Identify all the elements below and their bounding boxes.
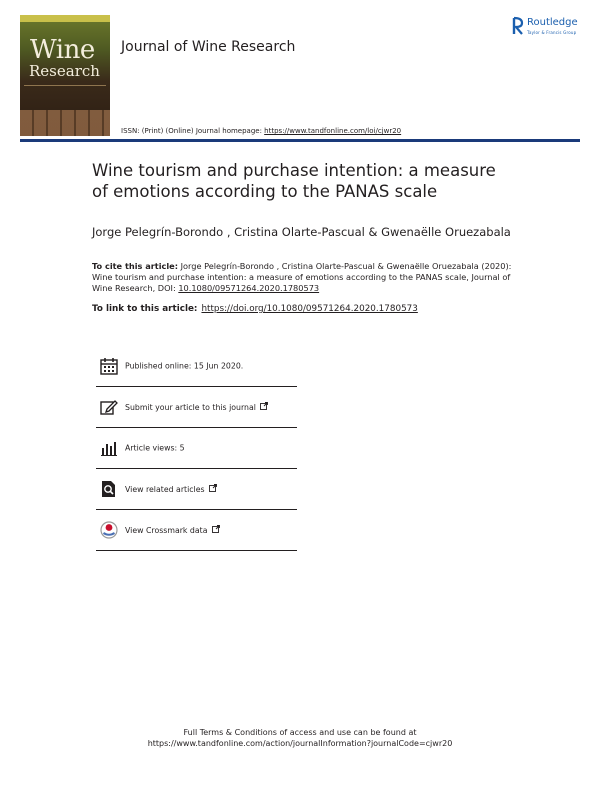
related-articles-link[interactable] — [125, 484, 217, 494]
published-date: Published online: 15 Jun 2020. — [125, 361, 244, 371]
edit-icon — [100, 398, 118, 416]
article-info-rows — [96, 346, 297, 551]
issn-line — [121, 127, 401, 135]
external-link-icon — [260, 402, 268, 410]
published-row — [96, 346, 297, 387]
external-link-icon — [209, 484, 217, 492]
article-link-block — [92, 304, 418, 314]
cite-text: Jorge Pelegrín-Borondo , Cristina Olarte-Pascual & Gwenaëlle Oruezabala (2020): Wine tourism and purchase intention: a measure of emotions according to the PANAS scale, Journal of Wine Research, DOI: — [92, 261, 512, 293]
routledge-logo-icon[interactable] — [512, 16, 524, 36]
journal-homepage-link[interactable]: https://www.tandfonline.com/loi/cjwr20 — [264, 127, 402, 135]
submit-article-link[interactable] — [125, 402, 268, 412]
cover-barrels — [20, 110, 110, 136]
journal-title: Journal of Wine Research — [121, 39, 296, 55]
cover-divider — [24, 85, 106, 86]
cover-title-line1: Wine — [30, 35, 95, 65]
article-doi-link[interactable]: https://doi.org/10.1080/09571264.2020.1780573 — [201, 304, 418, 314]
crossmark-label: View Crossmark data — [125, 526, 208, 535]
cover-strip — [20, 15, 110, 22]
citation-block — [92, 261, 512, 294]
footer-line1: Full Terms & Conditions of access and use can be found at — [183, 728, 417, 737]
bar-chart-icon — [100, 439, 118, 457]
submit-article-label: Submit your article to this journal — [125, 403, 256, 412]
cite-doi-link[interactable]: 10.1080/09571264.2020.1780573 — [178, 283, 320, 293]
issn-text: ISSN: (Print) (Online) Journal homepage: — [121, 127, 265, 135]
crossmark-icon — [100, 521, 118, 539]
article-views: Article views: 5 — [125, 443, 185, 453]
crossmark-link[interactable] — [125, 525, 220, 535]
footer-terms — [0, 727, 600, 749]
footer-terms-link[interactable]: https://www.tandfonline.com/action/journalInformation?journalCode=cjwr20 — [147, 739, 453, 748]
article-authors: Jorge Pelegrín-Borondo , Cristina Olarte-Pascual & Gwenaëlle Oruezabala — [92, 225, 511, 239]
journal-cover-image[interactable] — [20, 15, 110, 136]
link-label: To link to this article: — [92, 304, 198, 314]
cover-title-line2: Research — [29, 62, 100, 80]
crossmark-row[interactable] — [96, 510, 297, 551]
views-row — [96, 428, 297, 469]
article-title: Wine tourism and purchase intention: a measure of emotions according to the PANAS scale — [92, 161, 496, 201]
publisher-name: Routledge — [527, 17, 578, 28]
related-search-icon — [100, 480, 118, 498]
external-link-icon — [212, 525, 220, 533]
submit-row[interactable] — [96, 387, 297, 428]
related-articles-label: View related articles — [125, 485, 205, 494]
calendar-icon — [100, 357, 118, 375]
publisher-tagline: Taylor & Francis Group — [527, 30, 577, 35]
cite-label: To cite this article: — [92, 261, 178, 271]
related-row[interactable] — [96, 469, 297, 510]
header-rule — [20, 139, 580, 142]
